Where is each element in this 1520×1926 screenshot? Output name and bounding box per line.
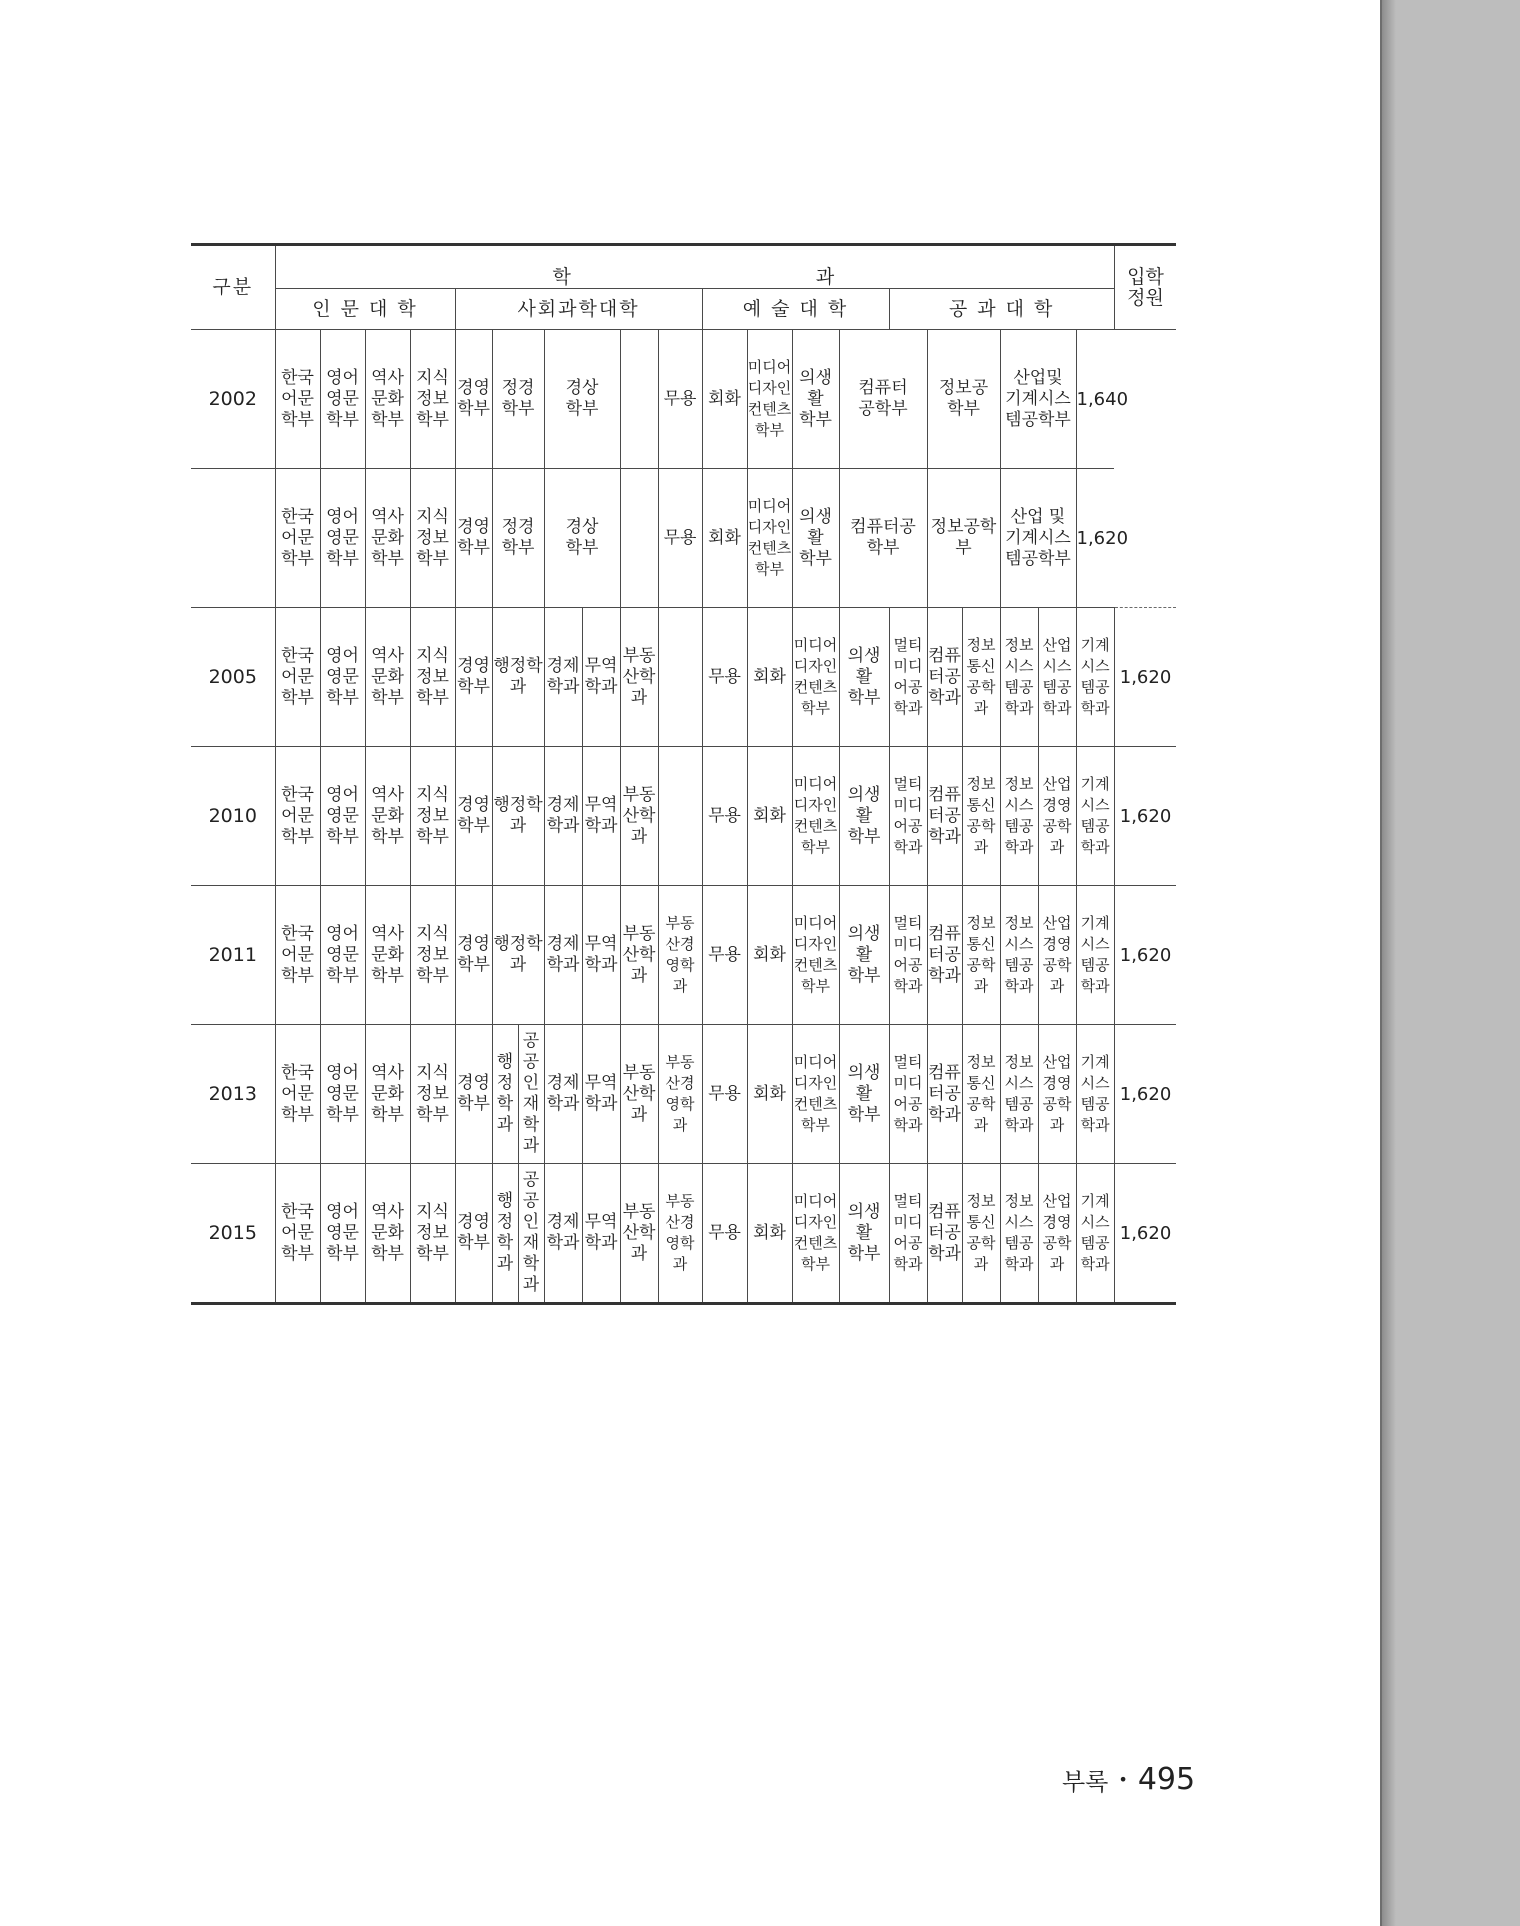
dept-cell: 미디어 디자인 컨텐츠 학부: [747, 330, 792, 469]
dept-cell: 정보 통신 공학 과: [962, 608, 1000, 747]
dept-cell: 미디어 디자인 컨텐츠 학부: [792, 1025, 839, 1164]
row-year: 2010: [191, 747, 275, 886]
table-row: [191, 1164, 1176, 1304]
dept-cell: 정보 시스 템공 학과: [1000, 608, 1038, 747]
row-quota: 1,620: [1114, 886, 1176, 1025]
dept-cell: 경영 학부: [455, 469, 492, 608]
dept-cell: 역사 문화 학부: [365, 608, 410, 747]
dept-cell: 경제 학과: [544, 608, 582, 747]
table-header-row-2: [191, 289, 1176, 330]
dept-cell: 부동 산경 영학 과: [658, 886, 702, 1025]
dept-cell: 회화: [747, 608, 792, 747]
dept-cell: 컴퓨 터공 학과: [927, 1025, 962, 1164]
header-quota: 입학 정원: [1114, 245, 1176, 330]
table-row: [191, 608, 1176, 747]
dept-cell: 역사 문화 학부: [365, 747, 410, 886]
dept-cell: 행정 학과: [492, 1025, 518, 1164]
dept-cell: 산업 경영 공학 과: [1038, 886, 1076, 1025]
department-history-table: [191, 243, 1176, 1305]
dept-cell: 기계 시스 템공 학과: [1076, 608, 1114, 747]
dept-cell: 정경 학부: [492, 330, 544, 469]
dept-cell: 역사 문화 학부: [365, 1164, 410, 1304]
dept-cell: 행정학 과: [492, 747, 544, 886]
dept-cell: 영어 영문 학부: [320, 469, 365, 608]
dept-cell: 지식 정보 학부: [410, 1025, 455, 1164]
dept-cell: 정보 통신 공학 과: [962, 1025, 1000, 1164]
dept-cell: 영어 영문 학부: [320, 886, 365, 1025]
dept-cell: 멀티 미디 어공 학과: [889, 1164, 927, 1304]
dept-cell: 의생활 학부: [792, 330, 839, 469]
dept-cell: 역사 문화 학부: [365, 469, 410, 608]
dept-cell: 지식 정보 학부: [410, 608, 455, 747]
dept-cell: 멀티 미디 어공 학과: [889, 747, 927, 886]
dept-cell: 정보공 학부: [927, 330, 1000, 469]
row-quota: 1,620: [1114, 1025, 1176, 1164]
dept-cell: 미디어 디자인 컨텐츠 학부: [792, 1164, 839, 1304]
dept-cell: 산업 시스 템공 학과: [1038, 608, 1076, 747]
dept-cell: 정보 시스 템공 학과: [1000, 886, 1038, 1025]
dept-cell: 의생활 학부: [839, 608, 889, 747]
page-footer: [1062, 1762, 1195, 1797]
dept-cell: 컴퓨터공 학부: [839, 469, 927, 608]
dept-cell: 컴퓨터 공학부: [839, 330, 927, 469]
row-year: 2002: [191, 330, 275, 469]
dept-cell: 무역 학과: [582, 1164, 620, 1304]
row-quota: 1,620: [1114, 608, 1176, 747]
dept-cell: 멀티 미디 어공 학과: [889, 1025, 927, 1164]
dept-cell: 무역 학과: [582, 1025, 620, 1164]
dept-cell: 의생활 학부: [839, 886, 889, 1025]
dept-cell: 영어 영문 학부: [320, 747, 365, 886]
dept-cell: 미디어 디자인 컨텐츠 학부: [747, 469, 792, 608]
dept-cell: 의생활 학부: [839, 1164, 889, 1304]
dept-cell: 의생활 학부: [839, 747, 889, 886]
college-humanities: 인 문 대 학: [275, 289, 455, 330]
header-hak: 학: [552, 266, 571, 288]
dept-cell: 정보공학 부: [927, 469, 1000, 608]
dept-cell: 멀티 미디 어공 학과: [889, 608, 927, 747]
dept-cell: 회화: [747, 747, 792, 886]
dept-cell: 무역 학과: [582, 747, 620, 886]
dept-cell: 산업 경영 공학 과: [1038, 1164, 1076, 1304]
dept-cell: 경영 학부: [455, 330, 492, 469]
header-gwa: 과: [815, 266, 835, 288]
dept-cell: 기계 시스 템공 학과: [1076, 747, 1114, 886]
dept-cell: 정보 시스 템공 학과: [1000, 1164, 1038, 1304]
dept-cell: 경영 학부: [455, 1164, 492, 1304]
row-year: 2011: [191, 886, 275, 1025]
dept-cell: 행정학 과: [492, 608, 544, 747]
dept-cell: 회화: [702, 330, 747, 469]
dept-cell: 회화: [747, 1025, 792, 1164]
row-quota: 1,620: [1114, 747, 1176, 886]
row-quota: 1,620: [1114, 1164, 1176, 1304]
dept-cell: 컴퓨 터공 학과: [927, 747, 962, 886]
dept-cell: 무역 학과: [582, 608, 620, 747]
dept-cell: 무용: [702, 747, 747, 886]
dept-cell: 경영 학부: [455, 608, 492, 747]
dept-cell: [620, 469, 658, 608]
dept-cell: 경제 학과: [544, 1164, 582, 1304]
table-header-row-1: [191, 245, 1176, 289]
dept-cell: 기계 시스 템공 학과: [1076, 1164, 1114, 1304]
table-row: [191, 886, 1176, 1025]
dept-cell: 경제 학과: [544, 747, 582, 886]
dept-cell: 부동 산학 과: [620, 886, 658, 1025]
college-social-sciences: 사회과학대학: [455, 289, 702, 330]
dept-cell: 한국 어문 학부: [275, 330, 320, 469]
row-quota: 1,620: [1076, 469, 1114, 608]
dept-cell: 한국 어문 학부: [275, 886, 320, 1025]
table-row: [191, 747, 1176, 886]
dept-cell: 지식 정보 학부: [410, 1164, 455, 1304]
dept-cell: 한국 어문 학부: [275, 608, 320, 747]
dept-cell: 산업 경영 공학 과: [1038, 1025, 1076, 1164]
dept-cell: 행정학 과: [492, 886, 544, 1025]
dept-cell: 지식 정보 학부: [410, 747, 455, 886]
dept-cell: 부동 산학 과: [620, 608, 658, 747]
dept-cell: 미디어 디자인 컨텐츠 학부: [792, 747, 839, 886]
dept-cell: 정보 시스 템공 학과: [1000, 1025, 1038, 1164]
dept-cell: 기계 시스 템공 학과: [1076, 886, 1114, 1025]
dept-cell: 회화: [747, 886, 792, 1025]
dept-cell: 정보 통신 공학 과: [962, 747, 1000, 886]
dept-cell: 무용: [658, 330, 702, 469]
dept-cell: 부동 산경 영학 과: [658, 1025, 702, 1164]
dept-cell: 산업및 기계시스 템공학부: [1000, 330, 1076, 469]
dept-cell: 컴퓨 터공 학과: [927, 886, 962, 1025]
dept-cell: 경영 학부: [455, 886, 492, 1025]
dept-cell: [658, 608, 702, 747]
dept-cell: 정경 학부: [492, 469, 544, 608]
row-year: 2013: [191, 1025, 275, 1164]
dept-cell: 한국 어문 학부: [275, 1164, 320, 1304]
dept-cell: 산업 및 기계시스 템공학부: [1000, 469, 1076, 608]
dept-cell: 부동 산학 과: [620, 1164, 658, 1304]
dept-cell: 부동 산경 영학 과: [658, 1164, 702, 1304]
dept-cell: 무용: [702, 608, 747, 747]
dept-cell: 행정 학과: [492, 1164, 518, 1304]
dept-cell: 경상 학부: [544, 330, 620, 469]
dept-cell: 공공 인재 학과: [518, 1025, 544, 1164]
dept-cell: 경제 학과: [544, 886, 582, 1025]
row-year: 2015: [191, 1164, 275, 1304]
dept-cell: 지식 정보 학부: [410, 886, 455, 1025]
dept-cell: 영어 영문 학부: [320, 608, 365, 747]
footer-bullet: •: [1118, 1770, 1128, 1789]
dept-cell: 멀티 미디 어공 학과: [889, 886, 927, 1025]
dept-cell: 영어 영문 학부: [320, 330, 365, 469]
row-year: [191, 469, 275, 608]
dept-cell: 무역 학과: [582, 886, 620, 1025]
dept-cell: 컴퓨 터공 학과: [927, 608, 962, 747]
dept-cell: 의생활 학부: [792, 469, 839, 608]
dept-cell: 부동 산학 과: [620, 747, 658, 886]
dept-cell: [658, 747, 702, 886]
dept-cell: 역사 문화 학부: [365, 330, 410, 469]
dept-cell: 역사 문화 학부: [365, 886, 410, 1025]
footer-section: 부록: [1062, 1768, 1109, 1796]
dept-cell: 지식 정보 학부: [410, 330, 455, 469]
row-year: 2005: [191, 608, 275, 747]
dept-cell: [620, 330, 658, 469]
dept-cell: 경영 학부: [455, 747, 492, 886]
dept-cell: 영어 영문 학부: [320, 1025, 365, 1164]
dept-cell: 경상 학부: [544, 469, 620, 608]
dept-cell: 부동 산학 과: [620, 1025, 658, 1164]
dept-cell: 정보 통신 공학 과: [962, 886, 1000, 1025]
header-hakgwa: [275, 245, 1114, 289]
dept-cell: 산업 경영 공학 과: [1038, 747, 1076, 886]
table-row: [191, 330, 1176, 469]
header-gubun: 구분: [191, 245, 275, 330]
dept-cell: 미디어 디자인 컨텐츠 학부: [792, 608, 839, 747]
page-edge-shadow: [1382, 0, 1396, 1926]
dept-cell: 무용: [702, 1025, 747, 1164]
dept-cell: 의생활 학부: [839, 1025, 889, 1164]
dept-cell: 공공 인재 학과: [518, 1164, 544, 1304]
dept-cell: 기계 시스 템공 학과: [1076, 1025, 1114, 1164]
college-engineering: 공 과 대 학: [889, 289, 1114, 330]
dept-cell: 한국 어문 학부: [275, 469, 320, 608]
dept-cell: 미디어 디자인 컨텐츠 학부: [792, 886, 839, 1025]
dept-cell: 회화: [702, 469, 747, 608]
dept-cell: 회화: [747, 1164, 792, 1304]
table-row: [191, 1025, 1176, 1164]
row-quota: 1,640: [1076, 330, 1114, 469]
dept-cell: 컴퓨 터공 학과: [927, 1164, 962, 1304]
dept-cell: 지식 정보 학부: [410, 469, 455, 608]
dept-cell: 한국 어문 학부: [275, 747, 320, 886]
college-arts: 예 술 대 학: [702, 289, 889, 330]
dept-cell: 역사 문화 학부: [365, 1025, 410, 1164]
dept-cell: 정보 통신 공학 과: [962, 1164, 1000, 1304]
dept-cell: 정보 시스 템공 학과: [1000, 747, 1038, 886]
page-number: 495: [1137, 1762, 1196, 1797]
dept-cell: 무용: [702, 886, 747, 1025]
dept-cell: 경영 학부: [455, 1025, 492, 1164]
dept-cell: 무용: [702, 1164, 747, 1304]
dept-cell: 한국 어문 학부: [275, 1025, 320, 1164]
dept-cell: 영어 영문 학부: [320, 1164, 365, 1304]
dept-cell: 경제 학과: [544, 1025, 582, 1164]
dept-cell: 무용: [658, 469, 702, 608]
table-row: [191, 469, 1176, 608]
